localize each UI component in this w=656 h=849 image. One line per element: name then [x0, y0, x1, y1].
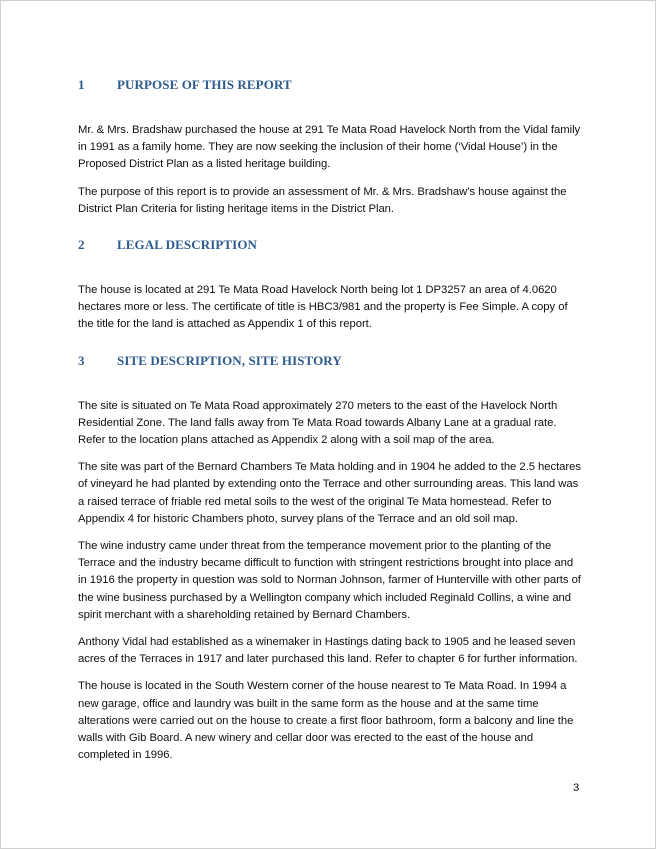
paragraph: The purpose of this report is to provide an assessment of Mr. & Mrs. Bradshaw’s house against the District Plan Criteria for listing heritage items in the District Plan.: [78, 185, 567, 215]
section-number: 1: [78, 77, 85, 92]
section-title: SITE DESCRIPTION, SITE HISTORY: [117, 352, 342, 368]
section-number: 3: [78, 352, 85, 368]
page-content: [78, 77, 583, 774]
paragraph: Anthony Vidal had established as a winemaker in Hastings dating back to 1905 and he leased seven acres of the Terraces in 1917 and later purchased this land. Refer to chapter 6 for further information.: [78, 636, 578, 666]
paragraph: The site was part of the Bernard Chambers Te Mata holding and in 1904 he added to the 2.5 hectares of vineyard he had planted by extending onto the Terrace and other surrounding areas. This land was a raised terrace of friable red metal soils to the west of the original Te Mata homestead. Refer to Appendix 4 for historic Chambers photo, survey plans of the Terrace and an old soil map.: [78, 461, 581, 525]
paragraph: Mr. & Mrs. Bradshaw purchased the house at 291 Te Mata Road Havelock North from the Vidal family in 1991 as a family home. They are now seeking the inclusion of their home (‘Vidal House’) in the Proposed District Plan as a listed heritage building.: [78, 124, 581, 171]
section-heading-purpose: [78, 77, 583, 93]
paragraph: The house is located at 291 Te Mata Road Havelock North being lot 1 DP3257 an area of 4.0620 hectares more or less. The certificate of title is HBC3/981 and the property is Fee Simple. A copy of the title for the land is attached as Appendix 1 of this report.: [78, 284, 568, 331]
section-heading-site-description: [78, 353, 583, 369]
section-title: LEGAL DESCRIPTION: [117, 237, 258, 253]
paragraph: The wine industry came under threat from the temperance movement prior to the planting of the Terrace and the industry became difficult to function with stringent restrictions brought into place and in 1916 the property in question was sold to Norman Johnson, farmer of Hunterville with other parts of the wine business purchased by a Wellington company which included Reginald Collins, a wine and spirit merchant with a shareholding retained by Bernard Chambers.: [78, 540, 581, 621]
paragraph: The house is located in the South Western corner of the house nearest to Te Mata Road. In 1994 a new garage, office and laundry was built in the same form as the house and at the same time alterations were carried out on the house to create a first floor bathroom, form a balcony and line the walls with Gib Board. A new winery and cellar door was erected to the east of the house and completed in 1996.: [78, 680, 574, 762]
section-number: 2: [78, 237, 85, 253]
page-number: 3: [573, 782, 580, 794]
section-heading-legal-description: [78, 237, 583, 253]
section-title: PURPOSE OF THIS REPORT: [117, 77, 292, 92]
paragraph: The site is situated on Te Mata Road approximately 270 meters to the east of the Havelock North Residential Zone. The land falls away from Te Mata Road towards Albany Lane at a gradual rate. Refer to the location plans attached as Appendix 2 along with a soil map of the area.: [78, 399, 558, 447]
